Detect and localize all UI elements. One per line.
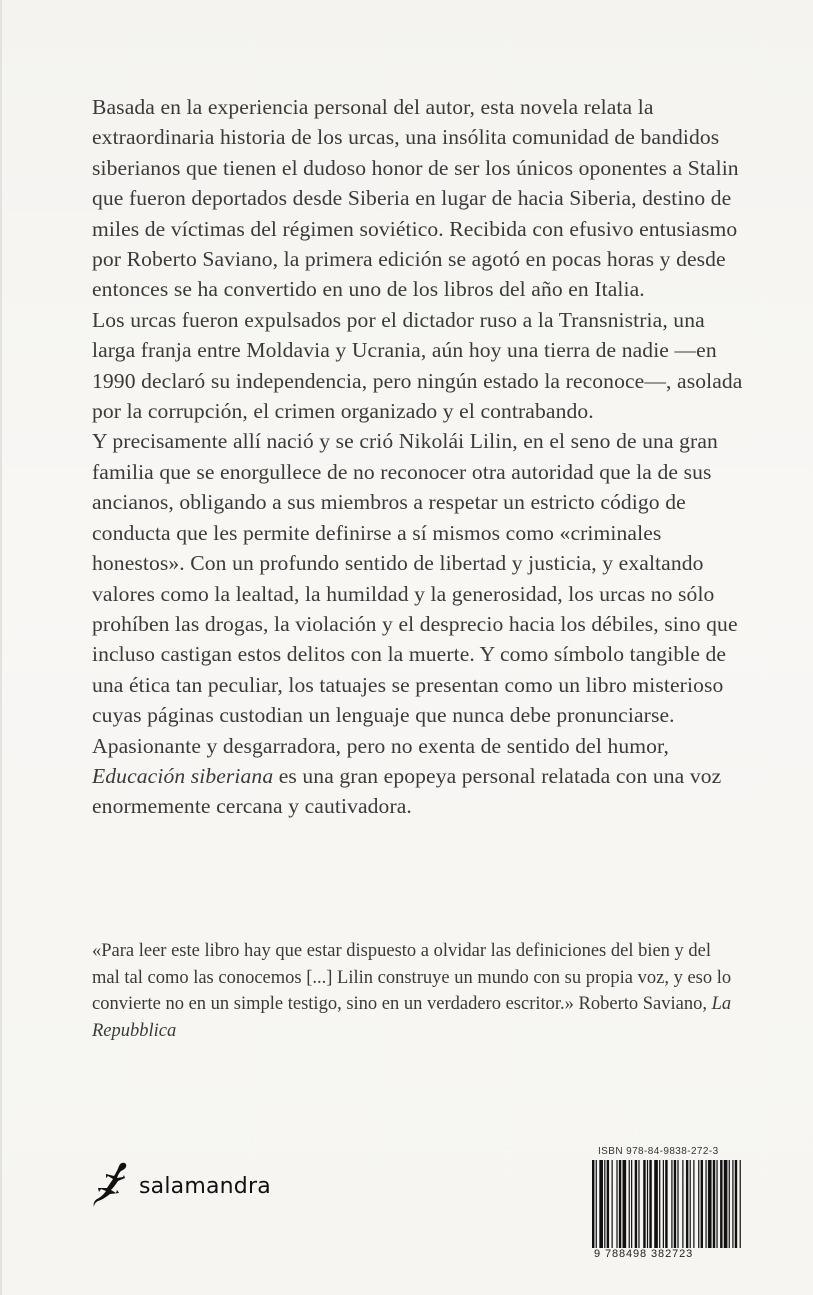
barcode-bar [649, 1160, 651, 1248]
barcode-bar [716, 1160, 717, 1248]
barcode-digits: 9 788498 382723 [594, 1248, 694, 1260]
synopsis-paragraph-2: Los urcas fueron expulsados por el dictador ruso a la Transnistria, una larga franja entre Moldavia y Ucrania, aún hoy una tierra de nadie —en 1990 declaró su independencia, pero ningún estado la reconoce—, asolada por la corrupción, el crimen organizado y el contrabando. [92, 307, 743, 424]
barcode-bar [682, 1160, 683, 1248]
barcode-bars [590, 1160, 790, 1248]
barcode-bar [654, 1160, 658, 1248]
barcode-bar [659, 1160, 660, 1248]
barcode-bar [735, 1160, 737, 1248]
barcode-bar [635, 1160, 637, 1248]
quote-body: «Para leer este libro hay que estar dispuesto a olvidar las definiciones del bien y del mal tal como las conocemos [...] Lilin construye un mundo con su propia voz, y eso lo convierte no en un simple testigo, sino en un verdadero escritor.» Roberto Saviano, [92, 941, 732, 1014]
barcode-bar [616, 1160, 617, 1248]
barcode [590, 1146, 790, 1264]
barcode-bar [677, 1160, 678, 1248]
press-quote [92, 938, 732, 1044]
barcode-bar [607, 1160, 609, 1248]
barcode-bar [599, 1160, 603, 1248]
barcode-bar [647, 1160, 648, 1248]
publisher-logo [92, 1160, 312, 1212]
barcode-bar [740, 1160, 741, 1248]
barcode-bar [729, 1160, 730, 1248]
publisher-name: salamandra [139, 1174, 271, 1199]
synopsis-p4-start: Apasionante y desgarradora, pero no exenta de sentido del humor, [92, 733, 669, 758]
barcode-bar [708, 1160, 712, 1248]
barcode-bar [693, 1160, 694, 1248]
barcode-bar [596, 1160, 597, 1248]
barcode-bar [665, 1160, 667, 1248]
quote-source: La Repubblica [92, 994, 732, 1041]
synopsis [92, 92, 752, 822]
barcode-bar [686, 1160, 688, 1248]
barcode-bar [701, 1160, 703, 1248]
barcode-bar [643, 1160, 645, 1248]
barcode-bar [612, 1160, 613, 1248]
barcode-bar [671, 1160, 672, 1248]
synopsis-paragraph-4 [92, 731, 752, 822]
barcode-bar [629, 1160, 630, 1248]
synopsis-p4-end: es una gran epopeya personal relatada con una voz enormemente cercana y cautivadora. [92, 763, 722, 819]
barcode-bar [698, 1160, 699, 1248]
barcode-bar [604, 1160, 605, 1248]
barcode-bar [690, 1160, 691, 1248]
synopsis-paragraph-1: Basada en la experiencia personal del autor, esta novela relata la extraordinaria historia de los urcas, una insólita comunidad de bandidos siberianos que tienen el dudoso honor de ser los únicos oponentes a Stalin que fueron deportados desde Siberia en lugar de hacia Siberia, destino de miles de víctimas del régimen soviético. Recibida con efusivo entusiasmo por Roberto Saviano, la primera edición se agotó en pocas horas y desde entonces se ha convertido en uno de los libros del año en Italia. [92, 95, 739, 302]
barcode-bar [619, 1160, 621, 1248]
isbn-label: ISBN 978-84-9838-272-3 [598, 1146, 719, 1157]
synopsis-paragraph-3: Y precisamente allí nació y se crió Nikolái Lilin, en el seno de una gran familia que se enorgullece de no reconocer otra autoridad que la de sus ancianos, obligando a sus miembros a respetar un estricto código de conducta que les permite definirse a sí mismos como «criminales honestos». Con un profundo sentido de libertad y justicia, y exaltando valores como la lealtad, la humildad y la generosidad, los urcas no sólo prohíben las drogas, la violación y el desprecio hacia los débiles, sino que incluso castigan estos delitos con la muerte. Y como símbolo tangible de una ética tan peculiar, los tatuajes se presentan como un libro misterioso cuyas páginas custodian un lenguaje que nunca debe pronunciarse. [92, 429, 738, 728]
barcode-bar [663, 1160, 664, 1248]
barcode-bar [732, 1160, 733, 1248]
barcode-bar [638, 1160, 639, 1248]
barcode-bar [720, 1160, 722, 1248]
press-quote-text [92, 938, 732, 1044]
barcode-bar [623, 1160, 627, 1248]
barcode-bar [705, 1160, 706, 1248]
barcode-bar [713, 1160, 715, 1248]
barcode-bar [631, 1160, 632, 1248]
salamander-icon [92, 1160, 134, 1210]
book-title: Educación siberiana [92, 763, 274, 788]
barcode-bar [724, 1160, 728, 1248]
barcode-bar [592, 1160, 594, 1248]
barcode-bar [674, 1160, 676, 1248]
